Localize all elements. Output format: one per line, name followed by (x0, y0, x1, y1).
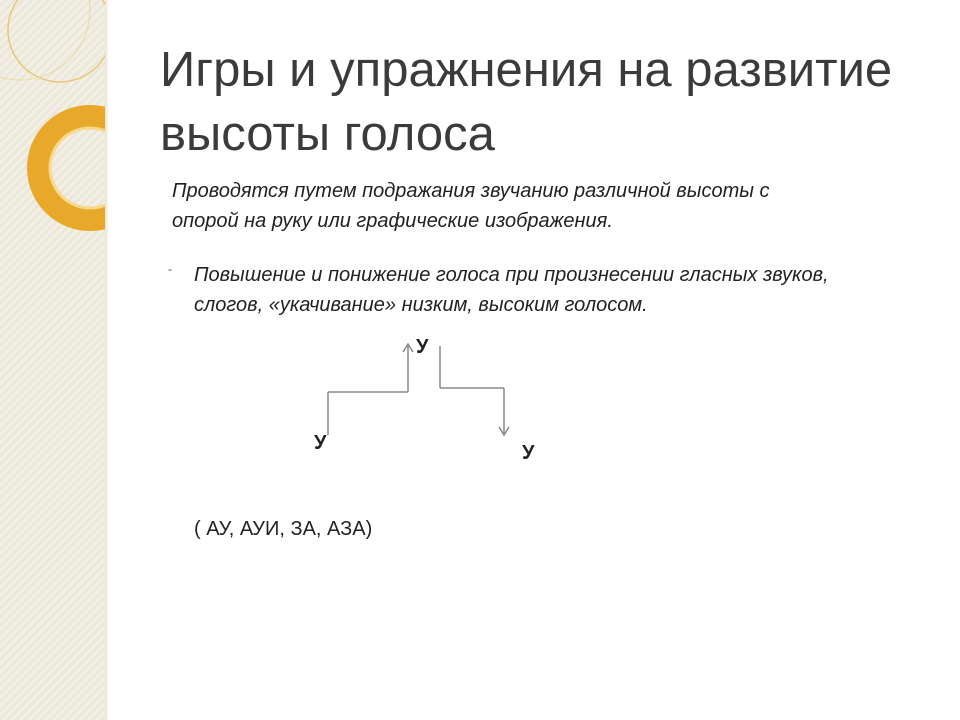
low-syllable-label: У (314, 432, 327, 454)
pitch-diagram (300, 330, 560, 470)
bullet-marker: - (168, 262, 172, 276)
intro-text: Проводятся путем подражания звучанию различной высоты с опорой на руку или графические изображения. (172, 180, 770, 232)
pitch-arrows (300, 330, 560, 470)
decorative-left-band (0, 0, 105, 720)
examples-text: ( АУ, АУИ, ЗА, АЗА) (194, 518, 373, 540)
decorative-rings (0, 0, 105, 720)
slide-title: Игры и упражнения на развитие высоты голоса (160, 43, 893, 161)
low-right-syllable-label: У (522, 442, 535, 464)
high-syllable-label: У (416, 336, 429, 358)
bullet-text: Повышение и понижение голоса при произнесении гласных звуков, слогов, «укачивание» низким, высоким голосом. (194, 264, 829, 316)
band-edge (105, 0, 109, 720)
